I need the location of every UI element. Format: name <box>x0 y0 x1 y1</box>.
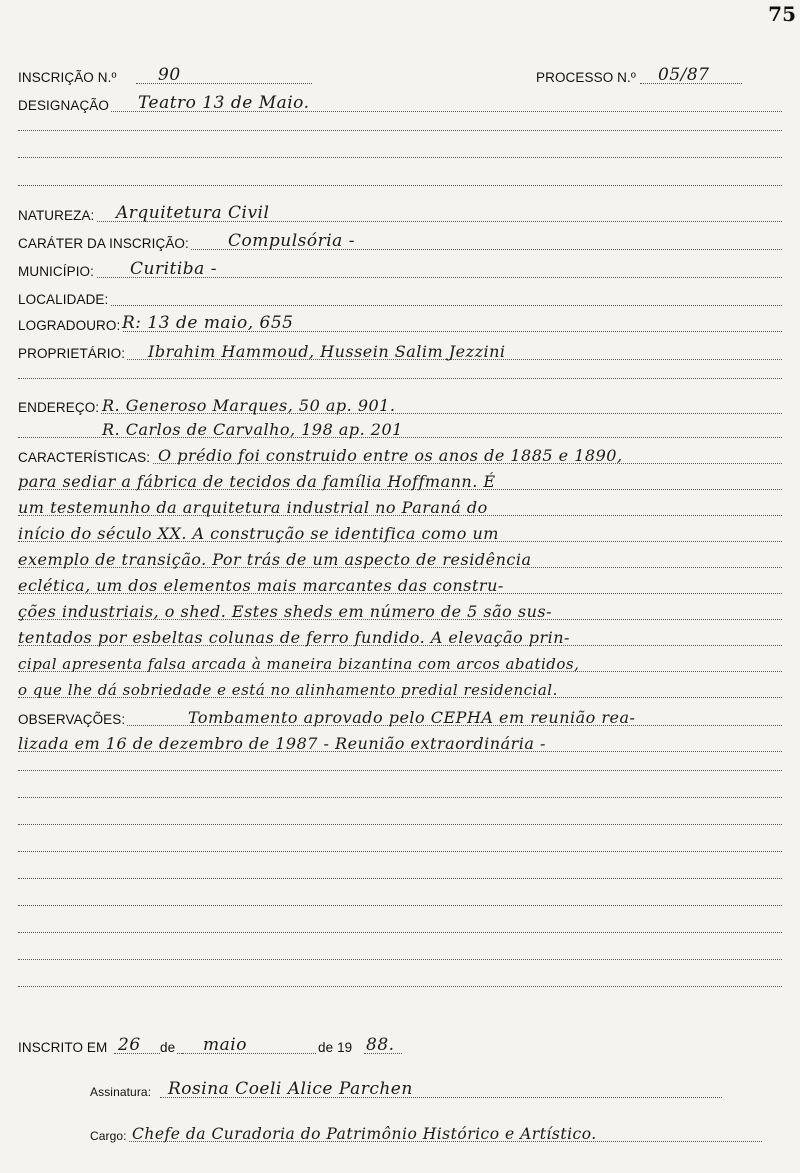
caracteristicas-line: exemplo de transição. Por trás de um aspecto de residência <box>18 550 532 569</box>
endereco-label: ENDEREÇO: <box>18 400 100 415</box>
caracteristicas-row <box>18 440 782 466</box>
natureza-row <box>18 198 782 224</box>
designacao-dotline <box>18 111 782 112</box>
blank-line <box>18 797 782 798</box>
municipio-value: Curitiba - <box>130 259 217 279</box>
inscricao-row <box>18 60 782 86</box>
caracteristicas-row <box>18 518 782 544</box>
blank-line <box>18 959 782 960</box>
observacoes-label: OBSERVAÇÕES: <box>18 712 126 727</box>
caracteristicas-line: para sediar a fábrica de tecidos da família Hoffmann. É <box>18 472 496 491</box>
caracteristicas-row <box>18 648 782 674</box>
localidade-dotline <box>18 305 782 306</box>
page-number: 75 <box>768 2 796 26</box>
municipio-label: MUNICÍPIO: <box>18 264 95 279</box>
assinatura-label: Assinatura: <box>90 1085 152 1099</box>
caracteristicas-row <box>18 674 782 700</box>
assinatura-row <box>18 1074 782 1100</box>
inscrito-year: 88. <box>366 1035 395 1055</box>
blank-line <box>18 851 782 852</box>
logradouro-label: LOGRADOURO: <box>18 318 121 333</box>
cargo-value: Chefe da Curadoria do Patrimônio Histórico e Artístico. <box>132 1125 597 1143</box>
inscrito-label: INSCRITO EM <box>18 1040 108 1055</box>
endereco-row <box>18 390 782 416</box>
localidade-label: LOCALIDADE: <box>18 292 109 307</box>
caracteristicas-row <box>18 544 782 570</box>
natureza-label: NATUREZA: <box>18 208 95 223</box>
carater-row <box>18 226 782 252</box>
cargo-label: Cargo: <box>90 1129 127 1143</box>
processo-label: PROCESSO N.º <box>536 70 636 85</box>
observacoes-line: Tombamento aprovado pelo CEPHA em reunião rea- <box>188 708 636 727</box>
assinatura-signature: Rosina Coeli Alice Parchen <box>168 1079 413 1099</box>
logradouro-value: R: 13 de maio, 655 <box>122 313 294 333</box>
inscrito-de-label: de <box>160 1040 176 1055</box>
inscrito-year-label: de 19 <box>318 1040 353 1055</box>
inscricao-value: 90 <box>158 65 181 85</box>
processo-value: 05/87 <box>658 65 710 85</box>
caracteristicas-line: início do século XX. A construção se identifica como um <box>18 524 499 543</box>
inscrito-month: maio <box>203 1035 247 1055</box>
proprietario-label: PROPRIETÁRIO: <box>18 346 126 361</box>
designacao-row <box>18 88 782 114</box>
caracteristicas-row <box>18 622 782 648</box>
observacoes-row <box>18 728 782 754</box>
blank-line <box>18 905 782 906</box>
caracteristicas-line: tentados por esbeltas colunas de ferro fundido. A elevação prin- <box>18 628 570 647</box>
blank-line <box>18 770 782 771</box>
caracteristicas-line: o que lhe dá sobriedade e está no alinhamento predial residencial. <box>18 681 558 699</box>
inscrito-day: 26 <box>118 1035 141 1055</box>
proprietario-value: Ibrahim Hammoud, Hussein Salim Jezzini <box>148 342 506 361</box>
caracteristicas-line: um testemunho da arquitetura industrial no Paraná do <box>18 498 488 517</box>
designacao-value: Teatro 13 de Maio. <box>138 93 310 113</box>
localidade-row <box>18 282 782 308</box>
observacoes-row <box>18 702 782 728</box>
carater-label: CARÁTER DA INSCRIÇÃO: <box>18 236 189 251</box>
caracteristicas-line: eclética, um dos elementos mais marcantes das constru- <box>18 576 504 595</box>
natureza-value: Arquitetura Civil <box>116 203 270 223</box>
blank-line <box>18 878 782 879</box>
blank-line <box>18 378 782 379</box>
endereco-line2: R. Carlos de Carvalho, 198 ap. 201 <box>102 420 403 439</box>
caracteristicas-row <box>18 596 782 622</box>
blank-line <box>18 824 782 825</box>
endereco-row-2 <box>18 414 782 440</box>
caracteristicas-row <box>18 570 782 596</box>
caracteristicas-label: CARACTERÍSTICAS: <box>18 450 151 465</box>
inscrito-row <box>18 1030 782 1056</box>
blank-line <box>18 157 782 158</box>
caracteristicas-row <box>18 466 782 492</box>
designacao-label: DESIGNAÇÃO <box>18 98 110 113</box>
caracteristicas-line: O prédio foi construido entre os anos de 1885 e 1890, <box>158 446 623 465</box>
carater-value: Compulsória - <box>228 231 355 251</box>
logradouro-row <box>18 308 782 334</box>
endereco-line1: R. Generoso Marques, 50 ap. 901. <box>102 396 396 415</box>
observacoes-line: lizada em 16 de dezembro de 1987 - Reunião extraordinária - <box>18 734 546 753</box>
municipio-row <box>18 254 782 280</box>
caracteristicas-row <box>18 492 782 518</box>
inscricao-label: INSCRIÇÃO N.º <box>18 70 117 85</box>
caracteristicas-line: cipal apresenta falsa arcada à maneira bizantina com arcos abatidos, <box>18 655 580 673</box>
blank-line <box>18 932 782 933</box>
cargo-row <box>18 1118 782 1144</box>
blank-line <box>18 130 782 131</box>
blank-line <box>18 185 782 186</box>
blank-line <box>18 986 782 987</box>
proprietario-row <box>18 336 782 362</box>
caracteristicas-line: ções industriais, o shed. Estes sheds em número de 5 são sus- <box>18 602 553 621</box>
